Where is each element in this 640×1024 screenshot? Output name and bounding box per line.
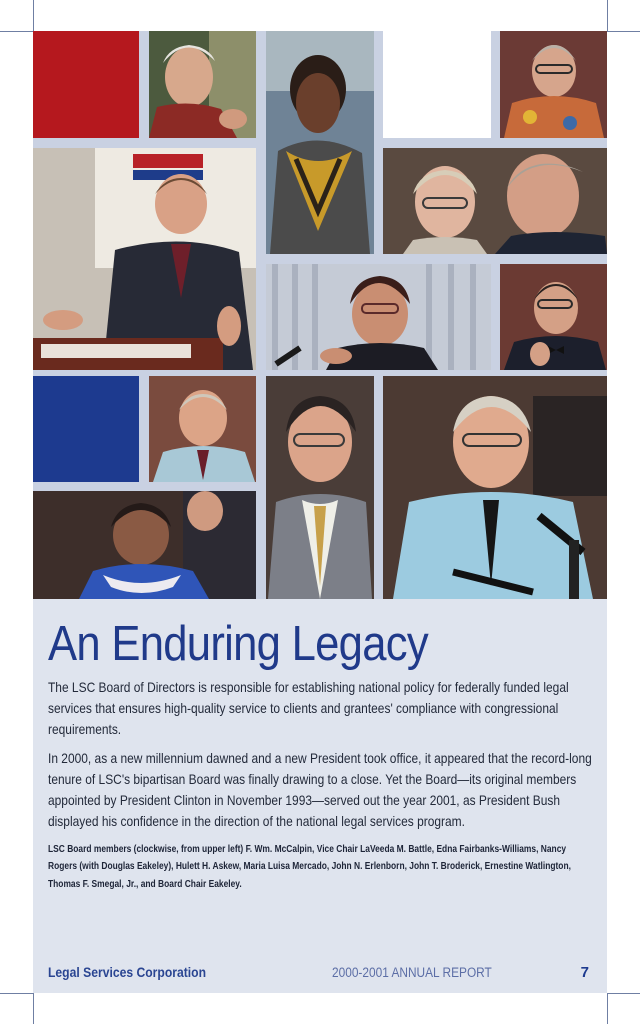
photo-board-chair-microphones [383,376,607,599]
footer-report-title: 2000-2001 ANNUAL REPORT [332,965,492,980]
body-paragraph: In 2000, as a new millennium dawned and a new President took office, it appeared that the record-long tenure of LSC's bipartisan Board was finally drawing to a close. Yet the Board—its original members appointed by President Clinton in November 1993—served out the year 2001, as President Bush displayed his confidence in the direction of the national legal services program. [48,751,592,829]
page-number: 7 [580,964,589,981]
red-color-block [33,31,139,138]
page-footer [48,965,589,985]
photo-board-member-woman-scarf [266,31,374,254]
photo-board-member-man-podium [33,148,256,370]
photo-board-members-pair [383,148,607,254]
page-panel [33,31,607,993]
white-color-block [383,31,491,138]
intro-paragraph: The LSC Board of Directors is responsible for establishing national policy for federally funded legal services that ensures high-quality service to clients and grantees' compliance with congressional requirements. [48,680,569,737]
photo-board-member-woman-glasses [500,31,607,138]
photo-caption: LSC Board members (clockwise, from upper left) F. Wm. McCalpin, Vice Chair LaVeeda M. Battle, Edna Fairbanks-Williams, Nancy Rogers (with Douglas Eakeley), Hulett H. Askew, Maria Luisa Mercado, John N. Erlenborn, John T. Broderick, Ernestine Watlington, Thomas F. Smegal, Jr., and Board Chair Eakeley. [48,843,571,890]
crop-mark [33,993,34,1024]
crop-mark [607,993,640,994]
photo-board-member-woman-blue-dress [33,491,256,599]
crop-mark [607,993,608,1024]
crop-mark [33,0,34,31]
page-title: An Enduring Legacy [48,617,428,671]
footer-organization: Legal Services Corporation [48,965,207,980]
photo-board-member-woman-microphone [266,264,491,370]
photo-board-member-smiling-man [149,376,256,482]
crop-mark [607,31,640,32]
article [48,616,596,893]
photo-board-member-man-bowtie [500,264,607,370]
crop-mark [0,993,33,994]
blue-color-block [33,376,139,482]
crop-mark [607,0,608,31]
crop-mark [0,31,33,32]
photo-board-member-elderly-man [149,31,256,138]
photo-collage [33,31,607,599]
photo-board-member-man-polka-tie [266,376,374,599]
